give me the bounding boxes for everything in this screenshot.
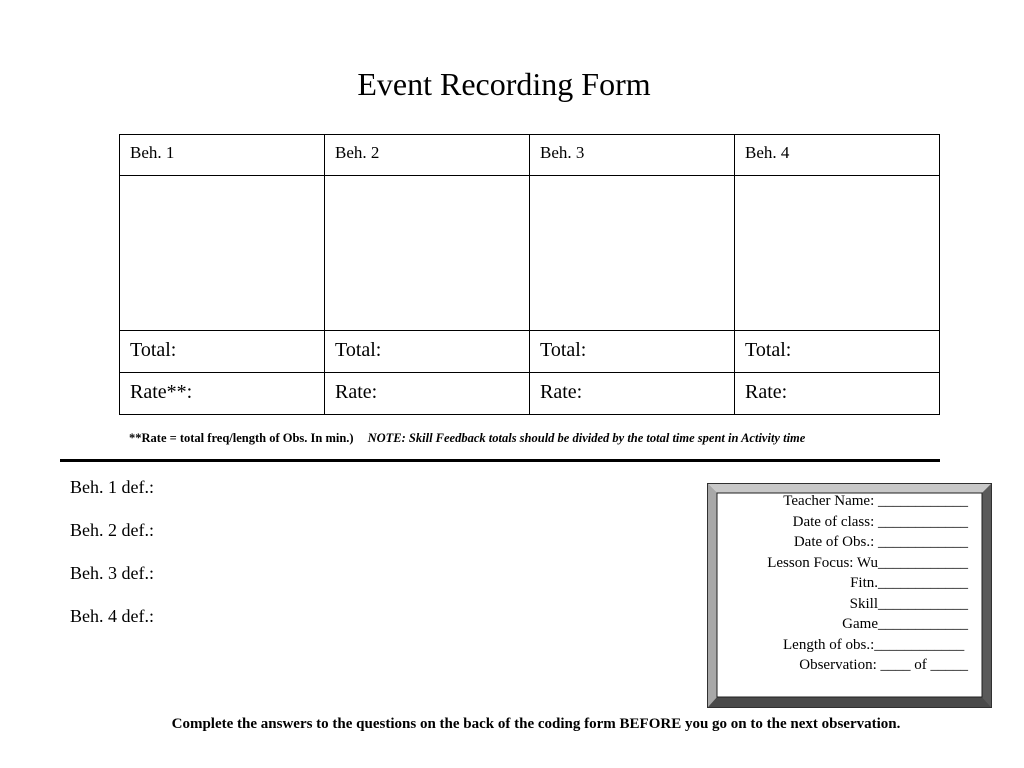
beh-2-definition-label: Beh. 2 def.:	[70, 520, 154, 540]
tally-cell-beh-4[interactable]	[735, 176, 940, 331]
tally-row	[120, 176, 940, 331]
date-of-obs-field[interactable]: Date of Obs.: ____________	[793, 534, 968, 550]
footer-instruction: Complete the answers to the questions on the back of the coding form BEFORE you go on to the next observation.	[171, 716, 901, 732]
lesson-focus-wu-field[interactable]: Lesson Focus: Wu____________	[767, 554, 968, 571]
beh-1-definition-label: Beh. 1 def.:	[70, 477, 154, 497]
total-cell-beh-2[interactable]: Total:	[325, 331, 530, 373]
date-of-class-field[interactable]: Date of class: ____________	[792, 513, 968, 530]
total-cell-beh-1[interactable]: Total:	[120, 331, 325, 373]
tally-cell-beh-3[interactable]	[530, 176, 735, 331]
beh-4-definition-label: Beh. 4 def.:	[70, 606, 154, 626]
rate-row	[120, 373, 940, 415]
header-cell-beh-3: Beh. 3	[530, 135, 735, 176]
rate-note	[129, 431, 805, 446]
rate-definition: **Rate = total freq/length of Obs. In min.)	[129, 431, 354, 445]
section-divider	[60, 459, 940, 462]
tally-cell-beh-2[interactable]	[325, 176, 530, 331]
total-row	[120, 331, 940, 373]
rate-cell-beh-2[interactable]: Rate:	[325, 373, 530, 415]
rate-cell-beh-3[interactable]: Rate:	[530, 373, 735, 415]
observation-info-box	[707, 483, 994, 709]
lesson-focus-fitn-field[interactable]: Fitn.____________	[850, 575, 968, 591]
total-cell-beh-3[interactable]: Total:	[530, 331, 735, 373]
lesson-focus-skill-field[interactable]: Skill____________	[849, 595, 968, 612]
header-cell-beh-4: Beh. 4	[735, 135, 940, 176]
length-of-obs-field[interactable]: Length of obs.:____________	[783, 636, 968, 653]
observation-count-field[interactable]: Observation: ____ of _____	[799, 657, 968, 673]
tally-cell-beh-1[interactable]	[120, 176, 325, 331]
beh-3-definition-label: Beh. 3 def.:	[70, 563, 154, 583]
header-cell-beh-1: Beh. 1	[120, 135, 325, 176]
info-box-fields	[767, 491, 968, 676]
rate-cell-beh-4[interactable]: Rate:	[735, 373, 940, 415]
lesson-focus-game-field[interactable]: Game____________	[842, 616, 968, 632]
rate-cell-beh-1[interactable]: Rate**:	[120, 373, 325, 415]
event-recording-table	[119, 134, 940, 415]
skill-feedback-note: NOTE: Skill Feedback totals should be divided by the total time spent in Activity time	[367, 431, 806, 445]
table-header-row	[120, 135, 940, 176]
teacher-name-field[interactable]: Teacher Name: ____________	[783, 493, 968, 509]
form-title: Event Recording Form	[357, 66, 651, 102]
total-cell-beh-4[interactable]: Total:	[735, 331, 940, 373]
header-cell-beh-2: Beh. 2	[325, 135, 530, 176]
